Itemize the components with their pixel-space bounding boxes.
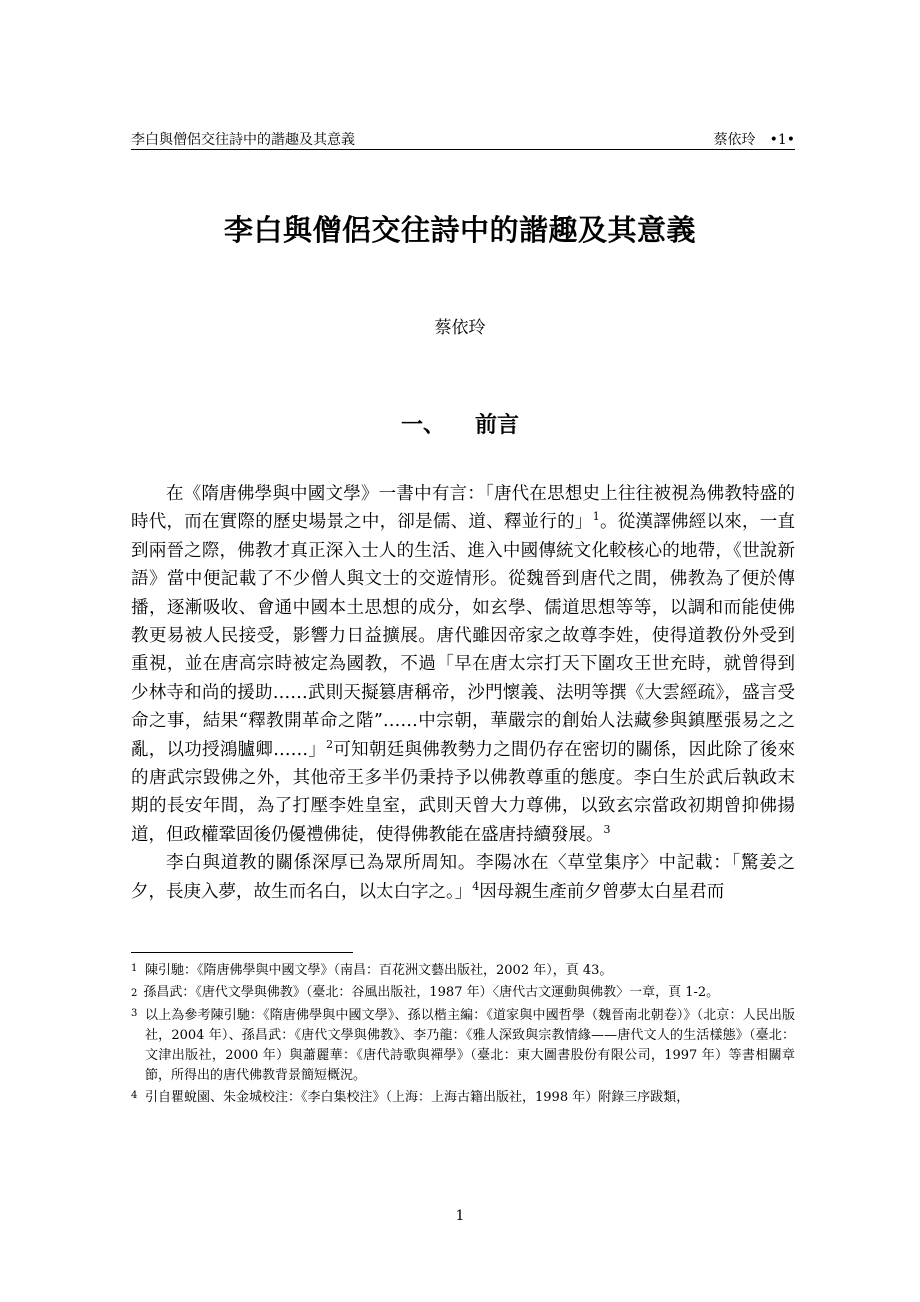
- running-header-page: •1•: [769, 132, 795, 148]
- footnotes: [131, 961, 795, 1110]
- footnote-divider: [131, 952, 353, 953]
- paper-title: 李白與僧侶交往詩中的諧趣及其意義: [223, 213, 696, 247]
- footnote-3: [131, 1006, 795, 1086]
- footnote-mark-1: 1: [131, 963, 138, 974]
- body-text: [131, 480, 795, 906]
- footnote-mark-3: 3: [131, 1008, 138, 1019]
- section-title: 前言: [475, 412, 520, 438]
- footnote-ref-3[interactable]: 3: [603, 823, 611, 837]
- footnote-4: [131, 1088, 795, 1108]
- running-header-author: 蔡依玲: [713, 132, 756, 148]
- footnote-mark-2: 2: [131, 988, 138, 999]
- paper-author: 蔡依玲: [434, 318, 486, 338]
- paragraph-1-text-c: 可知朝廷與佛教勢力之間仍存在密切的關係，因此除了後來的唐武宗毀佛之外，其他帝王多半仍秉持予以佛教尊重的態度。李白生於武后執政末期的長安年間，為了打壓李姓皇室，武則天曾大力尊佛，以致玄宗當政初期曾抑佛揚道，但政權鞏固後仍優禮佛徒，使得佛教能在盛唐持續發展。: [131, 739, 795, 845]
- paragraph-1-text-a: 在《隋唐佛學與中國文學》一書中有言：「唐代在思想史上往往被視為佛教特盛的時代，而在實際的歷史場景之中，卻是儒、道、釋並行的」: [131, 484, 795, 533]
- paragraph-1-text-b: 。從漢譯佛經以來，一直到兩晉之際，佛教才真正深入士人的生活、進入中國傳統文化較核心的地帶，《世說新語》當中便記載了不少僧人與文士的交遊情形。從魏晉到唐代之間，佛教為了便於傳播，逐漸吸收、會通中國本土思想的成分，如玄學、儒道思想等等，以調和而能使佛教更易被人民接受，影響力日益擴展。唐代雖因帝家之故尊李姓，使得道教份外受到重視，並在唐高宗時被定為國教，不過「早在唐太宗打天下圍攻王世充時，就曾得到少林寺和尚的援助……武則天擬篡唐稱帝，沙門懷義、法明等撰《大雲經疏》，盛言受命之事，結果“釋教開革命之階”……中宗朝，華嚴宗的創始人法藏參與鎮壓張易之之亂，以功授鴻臚卿……」: [131, 512, 796, 760]
- footnote-ref-2[interactable]: 2: [326, 737, 334, 751]
- running-header: [131, 131, 795, 150]
- footnote-text-4: 引自瞿蛻園、朱金城校注：《李白集校注》（上海：上海古籍出版社，1998 年）附錄三序跋類，: [145, 1090, 690, 1105]
- section-heading: [0, 411, 920, 439]
- footnote-mark-4: 4: [131, 1090, 138, 1101]
- running-header-title: 李白與僧侶交往詩中的諧趣及其意義: [131, 132, 355, 148]
- footnote-text-3: 以上為參考陳引馳：《隋唐佛學與中國文學》、孫以楷主編：《道家與中國哲學（魏晉南北朝卷）》（北京：人民出版社，2004 年）、孫昌武：《唐代文學與佛教》、李乃龍：《雅人深致與宗教情緣——唐代文人的生活樣態》（臺北：文津出版社，2000 年）與蕭麗華：《唐代詩歌與禪學》（臺北：東大圖書股份有限公司，1997 年）等書相關章節，所得出的唐代佛教背景簡短概況。: [145, 1008, 795, 1083]
- footnote-text-2: 孫昌武：《唐代文學與佛教》（臺北：谷風出版社，1987 年）〈唐代古文運動與佛教〉一章，頁 1-2。: [143, 985, 720, 1000]
- footnote-ref-1[interactable]: 1: [592, 510, 600, 524]
- page-number: 1: [455, 1208, 465, 1224]
- paragraph-2-text-b: 因母親生產前夕曾夢太白星君而: [479, 881, 725, 902]
- paragraph-2: [131, 849, 795, 906]
- footnote-1: [131, 961, 795, 981]
- paragraph-1: [131, 480, 795, 849]
- running-header-right: [714, 131, 795, 149]
- section-number: 一、: [400, 412, 445, 438]
- footnote-2: [131, 983, 795, 1004]
- footnote-ref-4[interactable]: 4: [472, 879, 480, 893]
- paragraph-2-text-a: 李白與道教的關係深厚已為眾所周知。李陽冰在〈草堂集序〉中記載：「驚姜之夕，長庚入夢，故生而名白，以太白字之。」: [131, 853, 795, 902]
- footnote-text-1: 陳引馳：《隋唐佛學與中國文學》（南昌：百花洲文藝出版社，2002 年），頁 43。: [145, 963, 613, 978]
